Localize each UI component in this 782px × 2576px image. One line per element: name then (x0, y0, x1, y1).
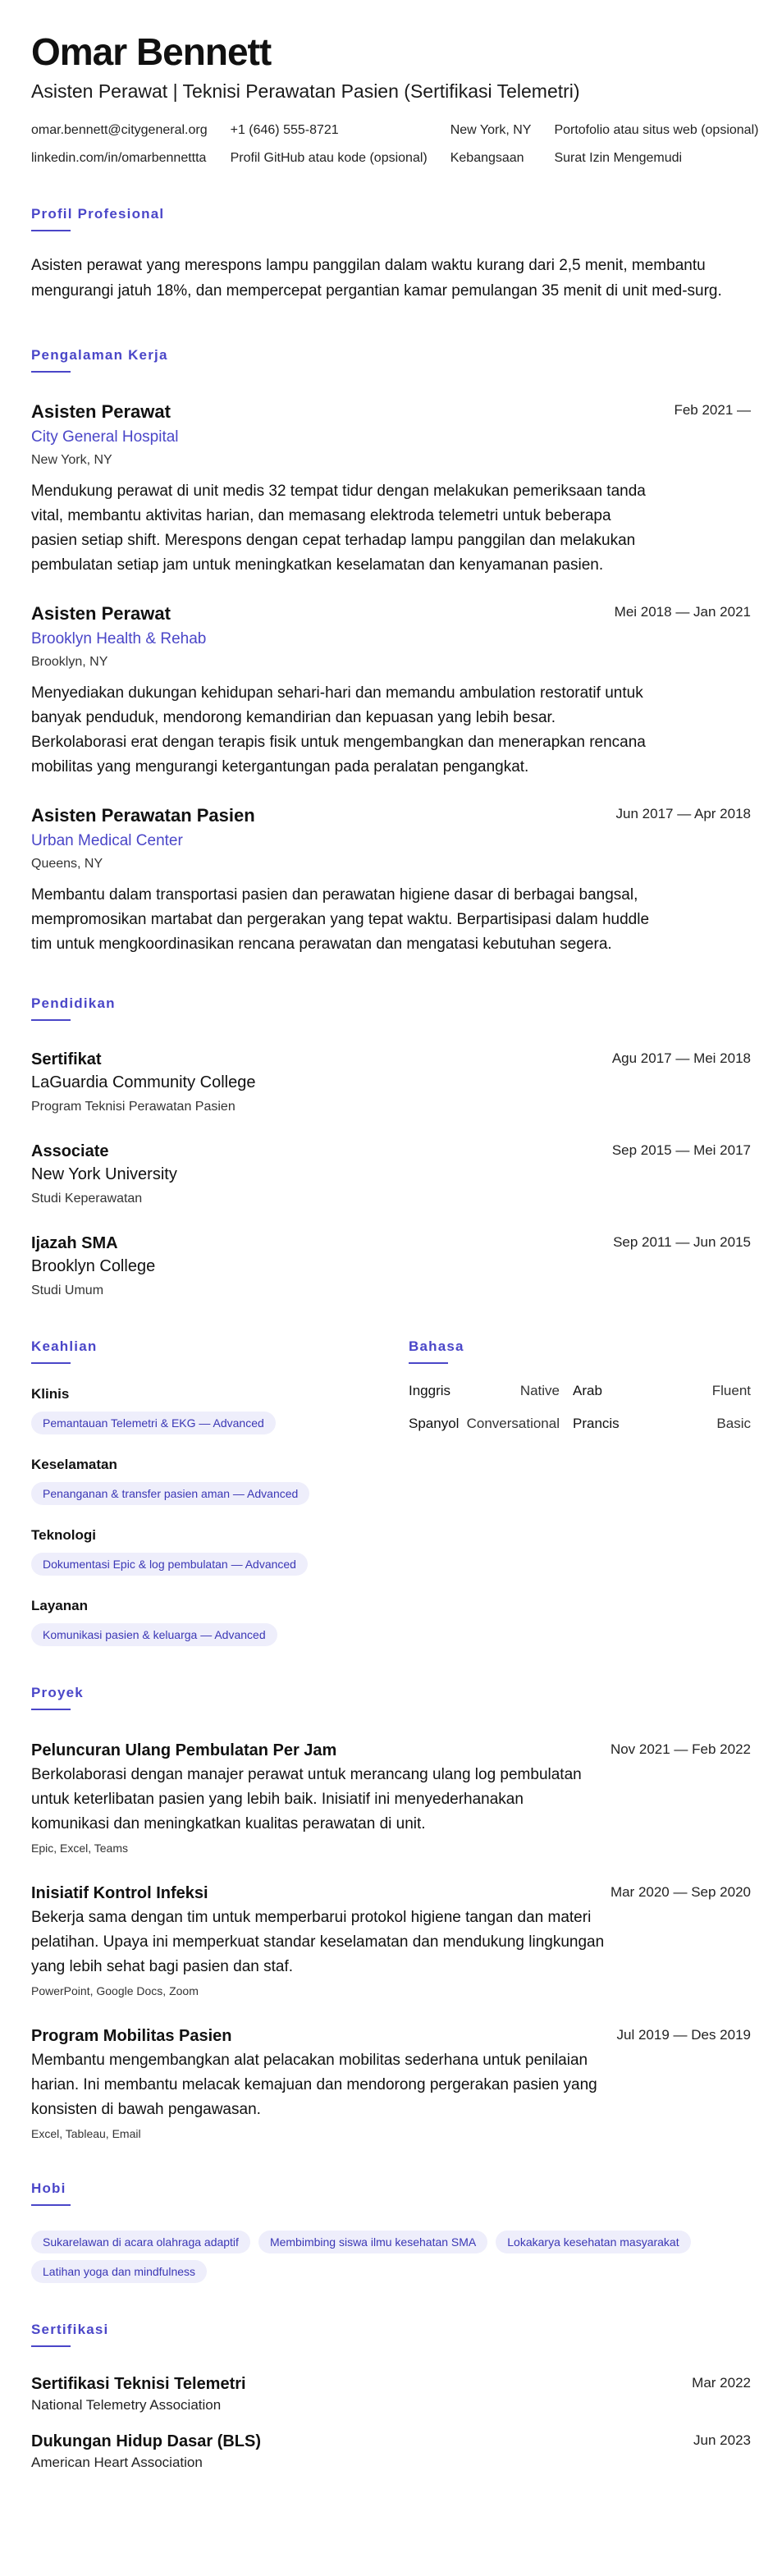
section-divider (31, 1019, 71, 1021)
contact-location: New York, NY (450, 123, 532, 137)
project-item (31, 1740, 751, 1856)
education-dates: Sep 2015 — Mei 2017 (611, 1142, 751, 1158)
skill-pill: Penanganan & transfer pasien aman — Advanced (31, 1482, 309, 1505)
language-item (573, 1382, 751, 1400)
section-title-languages: Bahasa (409, 1338, 464, 1354)
section-title-projects: Proyek (31, 1685, 84, 1700)
hobbies-section (31, 2180, 751, 2283)
project-name: Program Mobilitas Pasien (31, 2027, 232, 2045)
section-divider (31, 230, 71, 231)
section-title-experience: Pengalaman Kerja (31, 347, 168, 363)
project-description: Membantu mengembangkan alat pelacakan mobilitas sederhana untuk penilaian harian. Ini membantu melacak kemajuan dan mendorong pergerakan pasien yang konsisten di bawah pengawasan. (31, 2052, 597, 2118)
profile-section (31, 205, 751, 304)
job-location: Brooklyn, NY (31, 655, 108, 669)
section-divider (409, 1362, 448, 1364)
section-divider (31, 371, 71, 373)
field-of-study: Studi Umum (31, 1283, 104, 1297)
contact-drivers-license: Surat Izin Mengemudi (554, 151, 683, 165)
education-item (31, 1233, 751, 1300)
section-divider (31, 1709, 71, 1710)
certification-name: Sertifikasi Teknisi Telemetri (31, 2375, 246, 2393)
job-description: Mendukung perawat di unit medis 32 tempat tidur dengan melakukan pemeriksaan tanda vital, membantu aktivitas harian, dan memasang elektroda telemetri untuk beberapa pasien setiap shift. Merespons dengan cepat terhadap lampu panggilan dan melakukan pembulatan setiap jam untuk meningkatkan keselamatan dan kenyamanan pasien. (31, 483, 646, 574)
language-level: Basic (716, 1416, 751, 1431)
profile-summary: Asisten perawat yang merespons lampu panggilan dalam waktu kurang dari 2,5 menit, membantu mengurangi jatuh 18%, dan mempercepat pergantian kamar pemulangan 35 menit di unit med-surg. (31, 257, 722, 300)
skill-pill: Komunikasi pasien & keluarga — Advanced (31, 1623, 277, 1646)
contact-phone[interactable]: +1 (646) 555-8721 (230, 123, 339, 137)
school-name: New York University (31, 1165, 177, 1183)
employer-name: City General Hospital (31, 428, 179, 446)
job-description: Menyediakan dukungan kehidupan sehari-hari dan memandu ambulation restoratif untuk banyak penduduk, mendorong kemandirian dan kepuasan yang lebih besar. Berkolaborasi erat dengan terapis fisik untuk mengembangkan dan menerapkan rencana mobilitas yang mengurangi ketergantungan pada peralatan pengangkat. (31, 684, 646, 776)
section-divider (31, 2204, 71, 2206)
job-dates: Feb 2021 — (674, 402, 751, 418)
language-level: Fluent (711, 1383, 751, 1398)
language-item (409, 1415, 573, 1433)
school-name: Brooklyn College (31, 1257, 156, 1275)
language-name: Arab (573, 1383, 602, 1398)
section-title-certifications: Sertifikasi (31, 2322, 109, 2337)
hobby-list (31, 2224, 753, 2283)
certification-date: Jun 2023 (693, 2432, 751, 2448)
experience-section (31, 346, 751, 957)
degree-name: Sertifikat (31, 1050, 102, 1068)
job-dates: Mei 2018 — Jan 2021 (614, 604, 751, 620)
project-item (31, 2025, 751, 2142)
degree-name: Associate (31, 1142, 109, 1160)
hobby-pill: Latihan yoga dan mindfulness (31, 2260, 207, 2283)
experience-item (31, 602, 751, 780)
job-location: Queens, NY (31, 857, 103, 871)
education-dates: Sep 2011 — Jun 2015 (613, 1234, 751, 1250)
section-divider (31, 1362, 71, 1364)
certification-date: Mar 2022 (692, 2375, 751, 2391)
job-title: Asisten Perawatan Pasien (31, 805, 255, 826)
project-dates: Jul 2019 — Des 2019 (616, 2027, 751, 2043)
school-name: LaGuardia Community College (31, 1073, 256, 1091)
projects-section (31, 1684, 751, 2142)
language-name: Inggris (409, 1383, 451, 1398)
project-name: Inisiatif Kontrol Infeksi (31, 1884, 208, 1902)
education-item (31, 1049, 751, 1116)
hobby-pill: Lokakarya kesehatan masyarakat (496, 2231, 690, 2253)
project-tools: Epic, Excel, Teams (31, 1842, 129, 1855)
language-level: Conversational (466, 1416, 560, 1431)
skills-languages-row (31, 1338, 751, 1646)
candidate-headline: Asisten Perawat | Teknisi Perawatan Pasien (Sertifikasi Telemetri) (31, 80, 580, 102)
languages-section (409, 1338, 751, 1646)
skill-pill: Pemantauan Telemetri & EKG — Advanced (31, 1412, 276, 1434)
degree-name: Ijazah SMA (31, 1234, 118, 1252)
language-item (409, 1382, 573, 1400)
employer-name: Brooklyn Health & Rehab (31, 630, 207, 647)
contact-github[interactable]: Profil GitHub atau kode (opsional) (230, 151, 428, 165)
project-description: Bekerja sama dengan tim untuk memperbarui protokol higiene tangan dan materi pelatihan. Upaya ini memperkuat standar keselamatan dan mendukung lingkungan yang lebih sehat bagi pasien dan staf. (31, 1909, 605, 1975)
job-title: Asisten Perawat (31, 401, 171, 422)
skill-pill: Dokumentasi Epic & log pembulatan — Advanced (31, 1553, 308, 1576)
skills-section (31, 1338, 409, 1646)
contact-list (31, 121, 759, 167)
contact-linkedin[interactable]: linkedin.com/in/omarbennettta (31, 151, 207, 165)
contact-email[interactable]: omar.bennett@citygeneral.org (31, 123, 208, 137)
language-name: Spanyol (409, 1416, 460, 1431)
job-location: New York, NY (31, 453, 112, 467)
project-item (31, 1883, 751, 1999)
project-dates: Nov 2021 — Feb 2022 (610, 1741, 751, 1757)
language-list (409, 1382, 751, 1433)
field-of-study: Studi Keperawatan (31, 1192, 143, 1206)
education-dates: Agu 2017 — Mei 2018 (611, 1050, 751, 1066)
language-item (573, 1415, 751, 1433)
certification-item (31, 2373, 751, 2414)
job-title: Asisten Perawat (31, 603, 171, 624)
contact-portfolio[interactable]: Portofolio atau situs web (opsional) (554, 123, 759, 137)
education-item (31, 1141, 751, 1208)
skill-category: Layanan (31, 1598, 88, 1613)
certification-issuer: National Telemetry Association (31, 2397, 222, 2413)
project-tools: PowerPoint, Google Docs, Zoom (31, 1984, 199, 1997)
candidate-name: Omar Bennett (31, 30, 272, 73)
experience-item (31, 400, 751, 578)
section-divider (31, 2345, 71, 2347)
employer-name: Urban Medical Center (31, 832, 183, 849)
certification-item (31, 2431, 751, 2472)
section-title-skills: Keahlian (31, 1338, 98, 1354)
education-section (31, 995, 751, 1300)
job-description: Membantu dalam transportasi pasien dan perawatan higiene dasar di berbagai bangsal, mempromosikan martabat dan pergerakan yang tepat waktu. Berpartisipasi dalam huddle tim untuk mengkoordinasikan rencana perawatan dan mengatasi kebutuhan segera. (31, 886, 650, 953)
experience-item (31, 804, 751, 957)
job-dates: Jun 2017 — Apr 2018 (615, 806, 751, 821)
project-dates: Mar 2020 — Sep 2020 (610, 1884, 751, 1900)
project-tools: Excel, Tableau, Email (31, 2127, 141, 2140)
skill-category: Keselamatan (31, 1457, 117, 1472)
hobby-pill: Sukarelawan di acara olahraga adaptif (31, 2231, 250, 2253)
certifications-section (31, 2321, 751, 2472)
skill-category: Klinis (31, 1386, 70, 1402)
section-title-hobbies: Hobi (31, 2180, 66, 2196)
certification-name: Dukungan Hidup Dasar (BLS) (31, 2432, 262, 2450)
contact-nationality: Kebangsaan (450, 151, 524, 165)
project-description: Berkolaborasi dengan manajer perawat untuk merancang ulang log pembulatan untuk keterlibatan pasien yang lebih baik. Inisiatif ini menyederhanakan komunikasi dan meningkatkan kualitas perawatan di unit. (31, 1766, 582, 1832)
certification-issuer: American Heart Association (31, 2455, 203, 2470)
project-name: Peluncuran Ulang Pembulatan Per Jam (31, 1741, 337, 1759)
section-title-profile: Profil Profesional (31, 206, 165, 222)
field-of-study: Program Teknisi Perawatan Pasien (31, 1100, 236, 1114)
hobby-pill: Membimbing siswa ilmu kesehatan SMA (258, 2231, 487, 2253)
section-title-education: Pendidikan (31, 995, 116, 1011)
language-level: Native (519, 1383, 560, 1398)
skill-category: Teknologi (31, 1527, 97, 1543)
language-name: Prancis (573, 1416, 620, 1431)
